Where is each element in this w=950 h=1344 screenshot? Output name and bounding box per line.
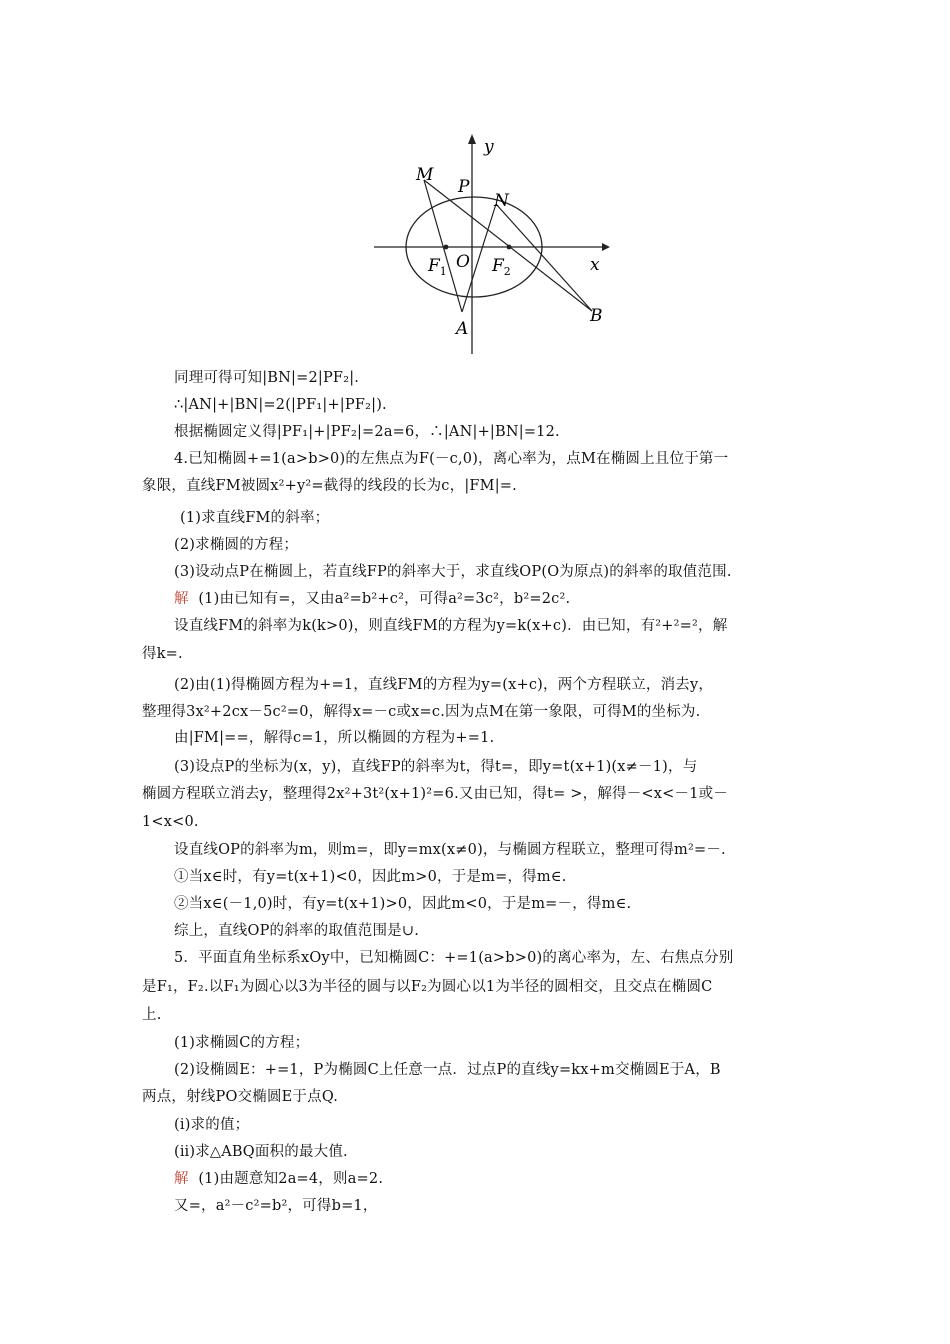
text-line: 又=，a²－c²=b²，可得b=1， [174,1198,378,1214]
text-line: ∴|AN|+|BN|=2(|PF₁|+|PF₂|). [174,397,387,413]
problem-5-line: 5．平面直角坐标系xOy中，已知椭圆C：+=1(a>b>0)的离心率为，左、右焦点分别 [174,950,734,966]
question-line: (ⅱ)求△ABQ面积的最大值. [174,1144,348,1160]
label-N: N [494,191,509,211]
solution-line: 解 (1)由已知有=，又由a²=b²+c²，可得a²=3c²，b²=2c². [174,591,571,607]
label-O: O [456,252,470,272]
text-line: ①当x∈时，有y=t(x+1)<0，因此m>0，于是m=，得m∈. [174,869,567,885]
label-F2-sub: 2 [503,265,511,278]
question-line: (3)设动点P在椭圆上，若直线FP的斜率大于，求直线OP(O为原点)的斜率的取值范围. [174,564,732,580]
point-F2 [507,245,512,250]
x-axis-arrow [602,243,610,251]
text-line: (3)设点P的坐标为(x，y)，直线FP的斜率为t，得t=，即y=t(x+1)(x≠－1)，与 [174,759,698,775]
segment-NB [496,204,592,311]
text-line: ②当x∈(－1,0)时，有y=t(x+1)>0，因此m<0，于是m=－，得m∈. [174,896,632,912]
label-F1: $F_1$ [428,256,447,278]
solution-label: 解 [174,1171,189,1187]
question-line: (ⅰ)求的值； [174,1117,250,1133]
label-A: A [456,319,469,339]
y-axis-arrow [468,134,476,144]
question-line: (2)求椭圆的方程； [174,537,299,553]
text-line: 整理得3x²+2cx－5c²=0，解得x=－c或x=c.因为点M在第一象限，可得M的坐标为. [142,704,701,720]
question-line: (1)求椭圆C的方程； [174,1035,310,1051]
solution-line: 解 (1)由题意知2a=4，则a=2. [174,1171,384,1187]
point-F1 [444,245,449,250]
label-F2: $F_2$ [492,256,511,278]
label-x: x [590,255,600,275]
label-P: P [458,177,470,197]
text-line: 设直线OP的斜率为m，则m=，即y=mx(x≠0)，与椭圆方程联立，整理可得m²=－. [174,842,726,858]
ellipse-diagram [364,124,622,360]
text-line: 综上，直线OP的斜率的取值范围是∪. [174,923,420,939]
text-line: 得k=. [142,646,183,662]
label-M: M [416,165,434,185]
problem-4-line: 4.已知椭圆+=1(a>b>0)的左焦点为F(－c,0)，离心率为，点M在椭圆上且位于第一 [174,451,729,467]
text-line: 根据椭圆定义得|PF₁|+|PF₂|=2a=6，∴|AN|+|BN|=12. [174,424,560,440]
label-B: B [590,306,603,326]
text-line: 两点，射线PO交椭圆E于点Q. [142,1089,339,1105]
text-line: 设直线FM的斜率为k(k>0)，则直线FM的方程为y=k(x+c)．由已知，有²+²=²，解 [174,618,728,634]
label-F1-sub: 1 [439,265,447,278]
label-y: y [484,137,494,157]
question-line: (1)求直线FM的斜率； [180,510,330,526]
solution-label: 解 [174,591,189,607]
question-line: (2)设椭圆E：+=1，P为椭圆C上任意一点．过点P的直线y=kx+m交椭圆E于A，B [174,1062,721,1078]
text-line: 同理可得可知|BN|=2|PF₂|. [174,370,360,386]
text-line: 由|FM|==，解得c=1，所以椭圆的方程为+=1. [174,730,495,746]
text-line: (2)由(1)得椭圆方程为+=1，直线FM的方程为y=(x+c)，两个方程联立，消去y， [174,677,714,693]
text-line: 是F₁，F₂.以F₁为圆心以3为半径的圆与以F₂为圆心以1为半径的圆相交，且交点在椭圆C [142,979,713,995]
text-line: 1<x<0. [142,814,199,830]
text-line: 上. [142,1007,162,1023]
text-line: 象限，直线FM被圆x²+y²=截得的线段的长为c，|FM|=. [142,478,517,494]
text-line: 椭圆方程联立消去y，整理得2x²+3t²(x+1)²=6.又由已知，得t= >，解得－<x<－1或－ [142,786,729,802]
